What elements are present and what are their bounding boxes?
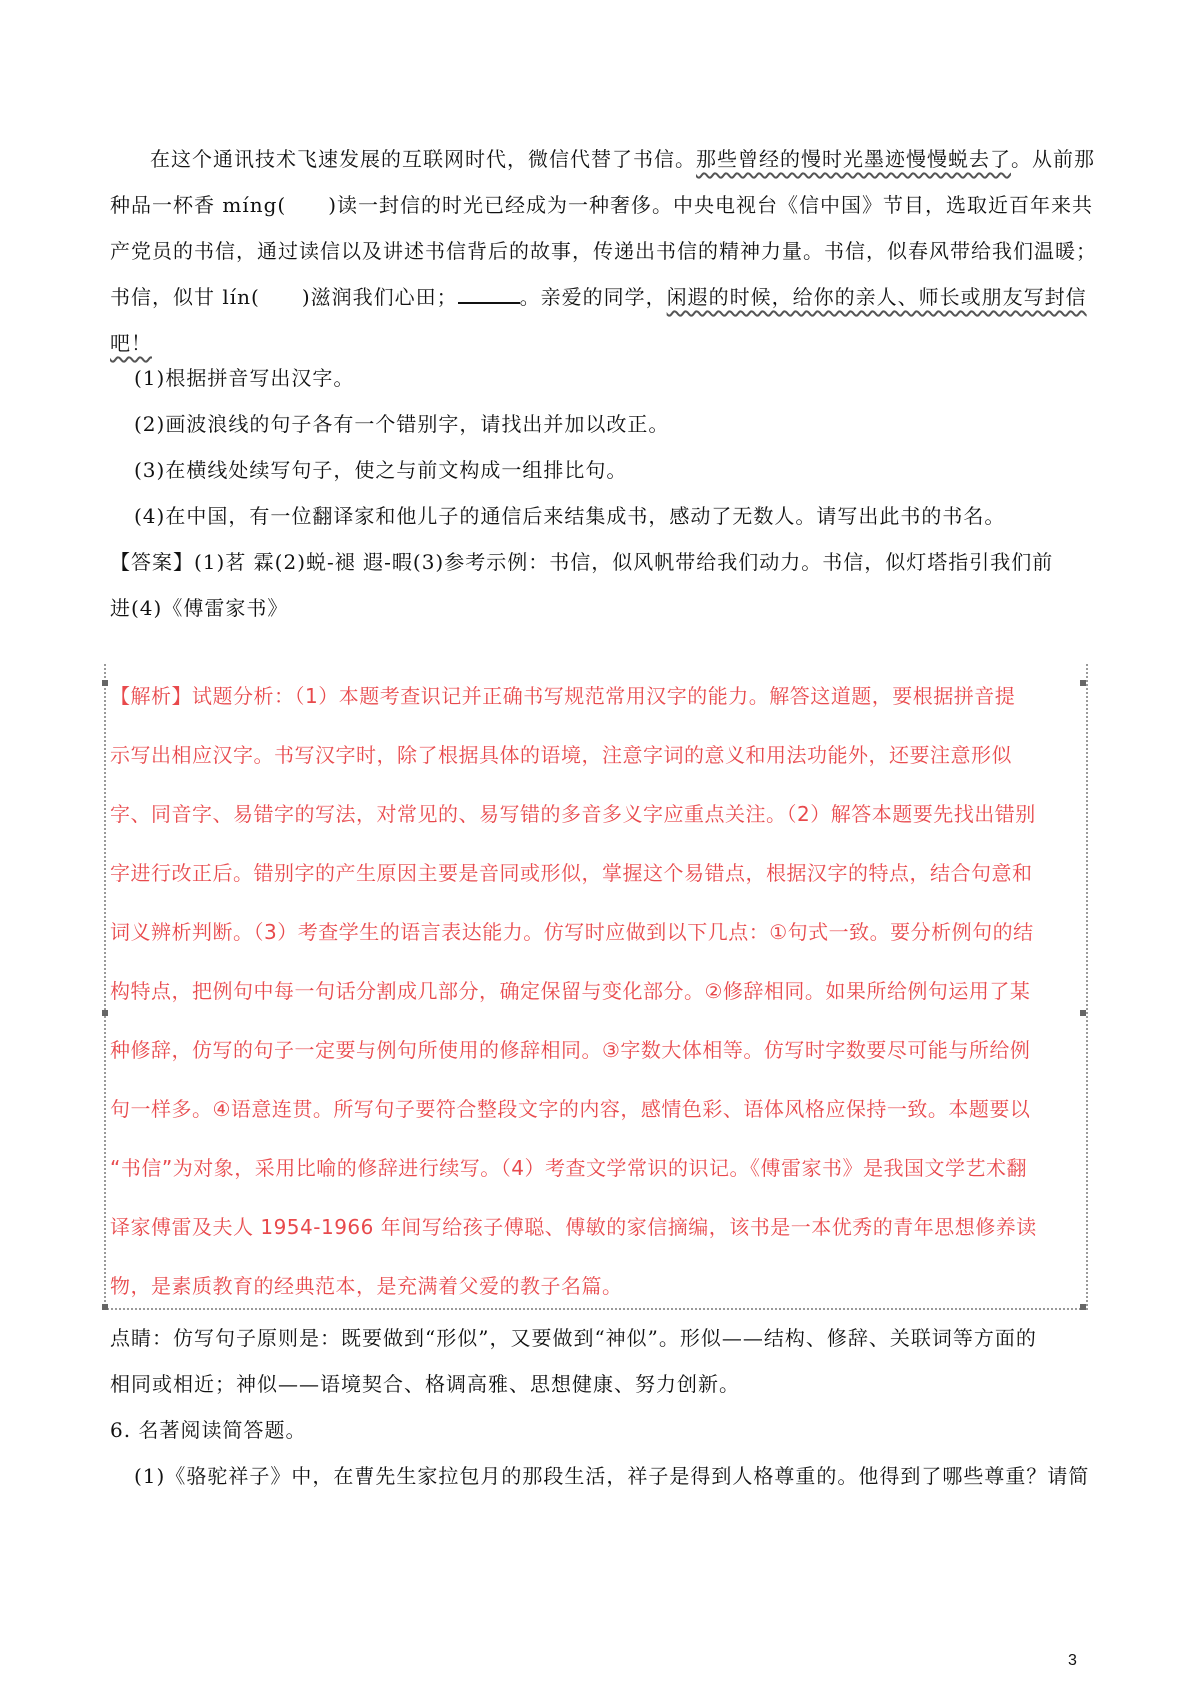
question-4: (4)在中国，有一位翻译家和他儿子的通信后来结集成书，感动了无数人。请写出此书的书名。: [134, 504, 1006, 528]
analysis-line: “书信”为对象，采用比喻的修辞进行续写。（4）考查文学常识的识记。《傅雷家书》是我国文学艺术翻: [110, 1156, 1027, 1180]
passage-text-3: 。亲爱的同学，: [519, 285, 667, 309]
analysis-line: 字、同音字、易错字的写法，对常见的、易写错的多音多义字应重点关注。（2）解答本题要先找出错别: [110, 802, 1036, 826]
box-handle: [102, 1304, 108, 1310]
question-3: (3)在横线处续写句子，使之与前文构成一组排比句。: [134, 458, 628, 482]
analysis-line: 种修辞，仿写的句子一定要与例句所使用的修辞相同。③字数大体相等。仿写时字数要尽可能与所给例: [110, 1038, 1031, 1062]
analysis-line: 译家傅雷及夫人 1954-1966 年间写给孩子傅聪、傅敏的家信摘编，该书是一本优秀的青年思想修养读: [110, 1215, 1037, 1239]
page-number: 3: [1068, 1652, 1077, 1669]
answer-line-2: 进(4)《傅雷家书》: [110, 596, 289, 620]
box-handle: [1080, 680, 1086, 686]
box-handle: [1080, 1010, 1086, 1016]
analysis-line: 句一样多。④语意连贯。所写句子要符合整段文字的内容，感情色彩、语体风格应保持一致。本题要以: [110, 1097, 1031, 1121]
passage-text-1: 在这个通讯技术飞速发展的互联网时代，微信代替了书信。: [150, 147, 696, 171]
wavy-sentence-1: 那些曾经的慢时光墨迹慢慢蜕去了: [696, 147, 1011, 171]
tip-line-2: 相同或相近；神似——语境契合、格调高雅、思想健康、努力创新。: [110, 1372, 740, 1396]
analysis-line: 示写出相应汉字。书写汉字时，除了根据具体的语境，注意字词的意义和用法功能外，还要注意形似: [110, 743, 1012, 767]
analysis-line: 词义辨析判断。（3）考查学生的语言表达能力。仿写时应做到以下几点：①句式一致。要分析例句的结: [110, 920, 1034, 944]
question-6-1: (1)《骆驼祥子》中，在曹先生家拉包月的那段生活，祥子是得到人格尊重的。他得到了哪些尊重？请简: [134, 1464, 1090, 1488]
box-handle: [102, 1010, 108, 1016]
tip-line-1: 点睛：仿写句子原则是：既要做到“形似”，又要做到“神似”。形似——结构、修辞、关联词等方面的: [110, 1326, 1037, 1350]
fill-in-blank: [458, 284, 520, 304]
box-handle: [102, 680, 108, 686]
answer-line-1: 【答案】(1)茗 霖(2)蜕-褪 遐-暇(3)参考示例：书信，似风帆带给我们动力。书信，似灯塔指引我们前: [110, 550, 1054, 574]
box-handle: [1080, 1304, 1086, 1310]
analysis-line: 【解析】试题分析：（1）本题考查识记并正确书写规范常用汉字的能力。解答这道题，要根据拼音提: [110, 684, 1016, 708]
question-2: (2)画波浪线的句子各有一个错别字，请找出并加以改正。: [134, 412, 670, 436]
passage-text-2: 。从前那种品一杯香 míng( )读一封信的时光已经成为一种奢侈。中央电视台《信中国》节目，选取近百年来共产党员的书信，通过读信以及讲述书信背后的故事，传递出书信的精神力量。书信，似春风带给我们温暖；书信，似甘 lín( )滋润我们心田；: [110, 147, 1097, 309]
analysis-line: 物，是素质教育的经典范本，是充满着父爱的教子名篇。: [110, 1274, 623, 1298]
passage-paragraph: [110, 136, 1100, 366]
analysis-line: 构特点，把例句中每一句话分割成几部分，确定保留与变化部分。②修辞相同。如果所给例句运用了某: [110, 979, 1031, 1003]
question-6-title: 6. 名著阅读简答题。: [110, 1418, 307, 1442]
analysis-line: 字进行改正后。错别字的产生原因主要是音同或形似，掌握这个易错点，根据汉字的特点，结合句意和: [110, 861, 1033, 885]
wavy-sentence-2: 闲遐的时候，给你的亲人、师长或朋友写封信吧！: [110, 285, 1087, 355]
question-1: (1)根据拼音写出汉字。: [134, 366, 355, 390]
